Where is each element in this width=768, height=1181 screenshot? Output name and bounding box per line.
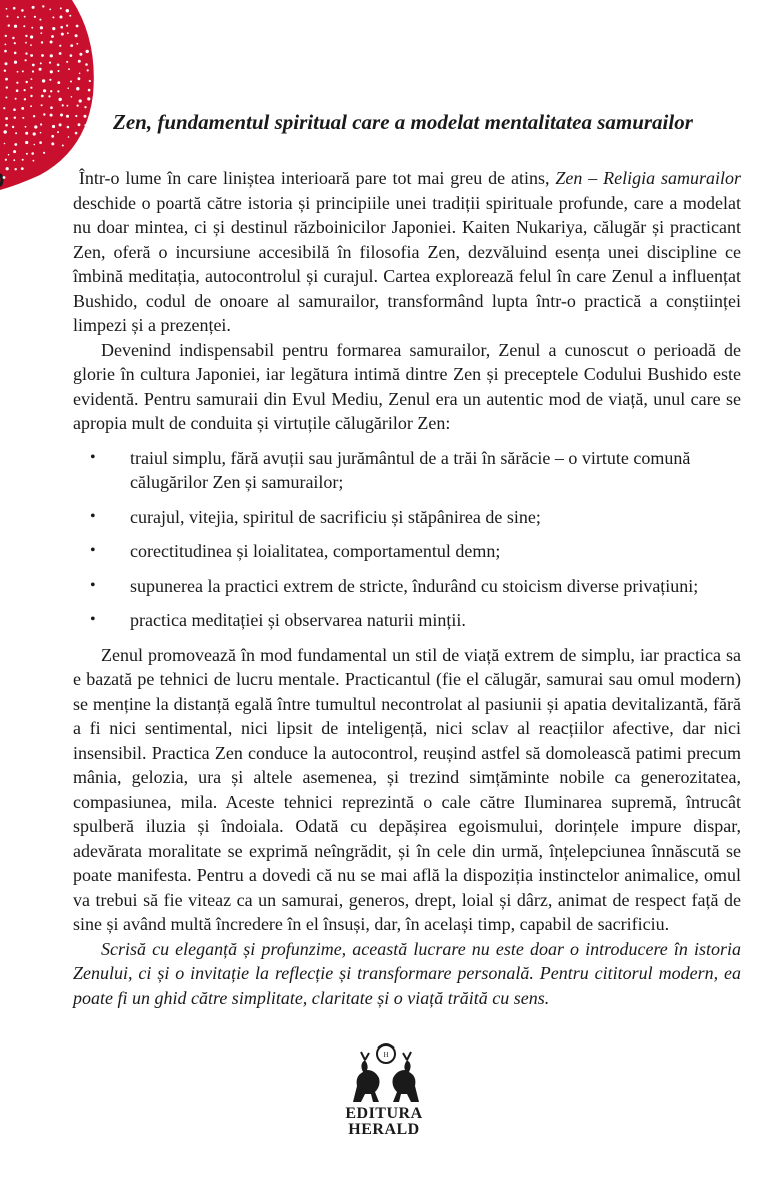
decoration-dot (5, 124, 8, 127)
decoration-dot (15, 98, 17, 100)
decoration-dot (60, 7, 62, 9)
decoration-dot (24, 98, 26, 100)
decoration-dot (60, 16, 63, 19)
decoration-dot (14, 25, 17, 28)
decoration-dot (67, 32, 69, 34)
decoration-dot (13, 108, 16, 111)
decoration-dot (14, 143, 17, 146)
decoration-dot (42, 5, 44, 7)
decoration-dot (25, 132, 28, 135)
decoration-dot (41, 54, 44, 57)
decoration-dot (31, 78, 33, 80)
decoration-dot (22, 159, 24, 161)
decoration-dot (66, 9, 69, 12)
decoration-dot (14, 52, 17, 55)
decoration-dot (3, 107, 5, 109)
decoration-dot (32, 64, 35, 67)
decoration-dot (67, 87, 69, 89)
decoration-dot (25, 126, 27, 128)
decoration-dot (68, 68, 70, 70)
decoration-dot (31, 152, 34, 155)
decoration-dot (89, 80, 91, 82)
publisher-name-line1: EDITURA (345, 1105, 423, 1122)
decoration-dot (68, 136, 70, 138)
decoration-dot (4, 143, 6, 145)
decoration-dot (14, 61, 17, 64)
decoration-dot (40, 62, 42, 64)
decoration-dot (50, 41, 53, 44)
decoration-dot (4, 50, 7, 53)
decoration-dot (60, 114, 63, 117)
book-title: Zen – Religia samurailor (555, 168, 742, 188)
decoration-dot (67, 105, 69, 107)
decoration-dot (79, 99, 82, 102)
decoration-dot (25, 35, 27, 37)
list-item: • corectitudinea și loialitatea, comportamentul demn; (90, 539, 741, 564)
decoration-dot (24, 16, 26, 18)
decoration-dot (43, 152, 45, 154)
decoration-dot (13, 159, 15, 161)
decoration-dot (70, 81, 72, 83)
decoration-dot (5, 159, 7, 161)
decoration-dot (30, 35, 33, 38)
decoration-dot (52, 27, 55, 30)
decoration-dot (70, 54, 73, 57)
decoration-dot (16, 82, 18, 84)
decoration-dot (22, 70, 24, 72)
decoration-dot (30, 54, 33, 57)
decoration-dot (34, 16, 36, 18)
paragraph-samurai: Devenind indispensabil pentru formarea samurailor, Zenul a cunoscut o perioadă de glorie în cultura Japoniei, iar legătura intimă dintre Zen și preceptele Codului Bushido este evidentă. Pentru samuraii din Evul Mediu, Zenul era un autentic mod de viață, unul care se apropia mult de conduita și virtuțile călugărilor Zen: (73, 339, 741, 433)
decoration-dot (41, 104, 43, 106)
decoration-dot (66, 25, 68, 27)
decoration-dot (32, 6, 35, 9)
decoration-dot (5, 97, 7, 99)
decoration-dot (12, 126, 14, 128)
decoration-dot (66, 115, 69, 118)
decoration-dot (49, 62, 51, 64)
decoration-dot (52, 16, 54, 18)
decoration-dot (79, 53, 82, 56)
decoration-dot (78, 60, 81, 63)
decoration-dot (14, 42, 16, 44)
decoration-dot (57, 64, 60, 67)
document-page (73, 108, 741, 1010)
paragraph-intro (73, 166, 741, 338)
decoration-dot (8, 154, 10, 156)
decoration-dot (59, 45, 61, 47)
paragraph-closing: Scrisă cu eleganță și profunzime, această lucrare nu este doar o introducere în istoria Zenului, ci și o invitație la reflecție și transformare personală. Pentru cititorul modern, ea poate fi un ghid către simplitate, claritate și o viață trăită cu sens. (73, 938, 741, 1008)
decoration-dot (5, 35, 7, 37)
decoration-dot (33, 132, 36, 135)
decoration-dot (6, 15, 8, 17)
decoration-dot (30, 44, 32, 46)
decoration-dot (71, 96, 73, 98)
decoration-dot (39, 141, 42, 144)
decoration-dot (5, 44, 7, 46)
decoration-dot (3, 130, 6, 133)
decoration-dot (31, 27, 33, 29)
decoration-dot (87, 69, 89, 71)
decoration-dot (40, 26, 43, 29)
decoration-dot (77, 105, 79, 107)
decoration-dot (93, 96, 96, 99)
decoration-dot (85, 63, 88, 66)
decoration-dot (40, 123, 42, 125)
decoration-dot (22, 117, 24, 119)
decoration-dot (58, 70, 60, 72)
decoration-dot (49, 79, 51, 81)
decoration-dot (32, 70, 34, 72)
decoration-dot (30, 87, 32, 89)
decoration-dot (62, 104, 64, 106)
decoration-dot (50, 114, 53, 117)
decoration-dot (57, 90, 59, 92)
decoration-dot (79, 73, 81, 75)
decoration-dot (13, 7, 16, 10)
decoration-dot (12, 37, 14, 39)
decoration-dot (25, 52, 27, 54)
decoration-dot (87, 97, 90, 100)
decoration-dot (59, 98, 62, 101)
decoration-dot (41, 41, 43, 43)
decoration-dot (57, 131, 59, 133)
decoration-dot (51, 35, 54, 38)
decoration-dot (15, 132, 17, 134)
decoration-dot (93, 88, 95, 90)
decoration-dot (52, 125, 55, 128)
decoration-dot (30, 105, 32, 107)
decoration-dot (21, 107, 24, 110)
list-item: • practica meditației și observarea naturii minții. (90, 608, 741, 633)
decoration-dot (50, 106, 53, 109)
decoration-dot (26, 153, 28, 155)
decoration-dot (5, 78, 8, 81)
list-item: • supunerea la practici extrem de stricte, îndurând cu stoicism diverse privațiuni; (90, 574, 741, 599)
decoration-dot (48, 95, 50, 97)
decoration-dot (25, 42, 27, 44)
decoration-dot (26, 81, 28, 83)
decoration-dot (24, 89, 26, 91)
decoration-dot (33, 115, 35, 117)
decoration-dot (43, 113, 45, 115)
decoration-dot (13, 150, 16, 153)
decoration-dot (8, 24, 10, 26)
decoration-dot (51, 135, 54, 138)
decoration-dot (21, 167, 24, 170)
decoration-dot (40, 32, 42, 34)
decoration-dot (6, 8, 8, 10)
decoration-dot (21, 9, 24, 12)
decoration-dot (40, 132, 42, 134)
decoration-dot (17, 16, 19, 18)
paragraph-intro-start: Într-o lume în care liniștea interioară pare tot mai greu de atins, (78, 168, 556, 188)
decoration-dot (5, 62, 8, 65)
decoration-dot (25, 59, 27, 61)
decoration-dot (86, 50, 89, 53)
decoration-dot (42, 79, 45, 82)
decoration-dot (39, 19, 41, 21)
decoration-dot (75, 34, 78, 37)
decoration-dot (76, 43, 78, 45)
decoration-dot (88, 89, 91, 92)
decoration-dot (62, 145, 64, 147)
decoration-dot (4, 70, 6, 72)
section-heading: Zen, fundamentul spiritual care a modelat mentalitatea samurailor (113, 110, 693, 134)
paragraph-practice: Zenul promovează în mod fundamental un stil de viață extrem de simplu, iar practica sa e bazată pe tehnici de lucru mentale. Practicantul (fie el călugăr, samurai sau omul modern) se menține la distanță egală între tumultul necontrolat al pasiunii și apatia devitalizantă, fără a fi nici sentimental, nici lipsit de inteligență, nici sclav al reacțiilor afective, dar nici insensibil. Practica Zen conduce la autocontrol, reușind astfel să domolească patimi precum mânia, gelozia, ura și altele asemenea, și trezind simțăminte nobile ca generozitatea, compasiunea, mila. Aceste tehnici reprezintă o cale către Iluminarea supremă, întrucât spulberă iluzia și îndoiala. Odată cu depășirea egoismului, dorințele impure dispar, adevărata moralitate se exprimă neîngrădit, și în cele din urmă, înțelepciunea înnăscută se poate manifesta. Pentru a dovedi că nu se mai află la dispoziția instinctelor animalice, omul va trebui să fie viteaz ca un samurai, generos, drept, loial și dârz, animat de respect față de sine și având multă încredere în el însuși, dar, în același timp, capabil de sacrificiu. (73, 644, 741, 934)
decoration-dot (34, 125, 37, 128)
decoration-dot (76, 25, 79, 28)
decoration-dot (5, 117, 8, 120)
decoration-dot (43, 89, 46, 92)
decoration-dot (78, 77, 81, 80)
decoration-dot (51, 142, 54, 145)
decoration-dot (67, 126, 70, 129)
decoration-dot (60, 26, 63, 29)
decoration-dot (16, 89, 19, 92)
decoration-dot (59, 52, 62, 55)
decoration-dot (17, 71, 19, 73)
decoration-dot (23, 25, 25, 27)
decoration-dot (41, 95, 44, 98)
decoration-dot (61, 33, 64, 36)
decoration-dot (69, 15, 71, 17)
decoration-dot (34, 144, 36, 146)
decoration-dot (50, 54, 53, 57)
list-item: • traiul simplu, fără avuții sau jurământul de a trăi în sărăcie – o virtute comună călugărilor Zen și samurailor; (90, 446, 741, 495)
decoration-dot (33, 160, 35, 162)
decoration-dot (15, 168, 17, 170)
decoration-dot (39, 68, 42, 71)
decoration-dot (57, 81, 60, 84)
decoration-dot (6, 86, 8, 88)
decoration-dot (76, 87, 79, 90)
decoration-dot (59, 123, 62, 126)
decoration-dot (50, 70, 53, 73)
decoration-dot (14, 117, 16, 119)
virtues-list (73, 446, 741, 633)
decoration-dot (66, 61, 68, 63)
decoration-dot (49, 9, 51, 11)
decoration-dot (25, 141, 28, 144)
list-item: • curajul, vitejia, spiritul de sacrificiu și stăpânirea de sine; (90, 505, 741, 530)
decoration-dot (6, 167, 9, 170)
decoration-dot (70, 44, 73, 47)
decoration-dot (3, 176, 6, 179)
decoration-dot (50, 90, 52, 92)
decoration-dot (30, 95, 32, 97)
publisher-name-line2: HERALD (348, 1121, 420, 1138)
paragraph-intro-rest: deschide o poartă către istoria și principiile unei tradiții spirituale profunde, care a modelat nu doar mintea, ci și destinul războinicilor Japoniei. Kaiten Nukariya, călugăr și practicant Zen, oferă o incursiune accesibilă în filosofia Zen, dezvăluind esența unei discipline ce îmbină meditația, autocontrolul și curajul. Cartea explorează felul în care Zenul a influențat Bushido, codul de onoare al samurailor, transformând lupta într-o practică a conștiinței limpezi și a prezenței. (73, 192, 741, 335)
svg-text:H: H (383, 1051, 389, 1059)
two-deer-crest-icon (345, 1040, 427, 1105)
